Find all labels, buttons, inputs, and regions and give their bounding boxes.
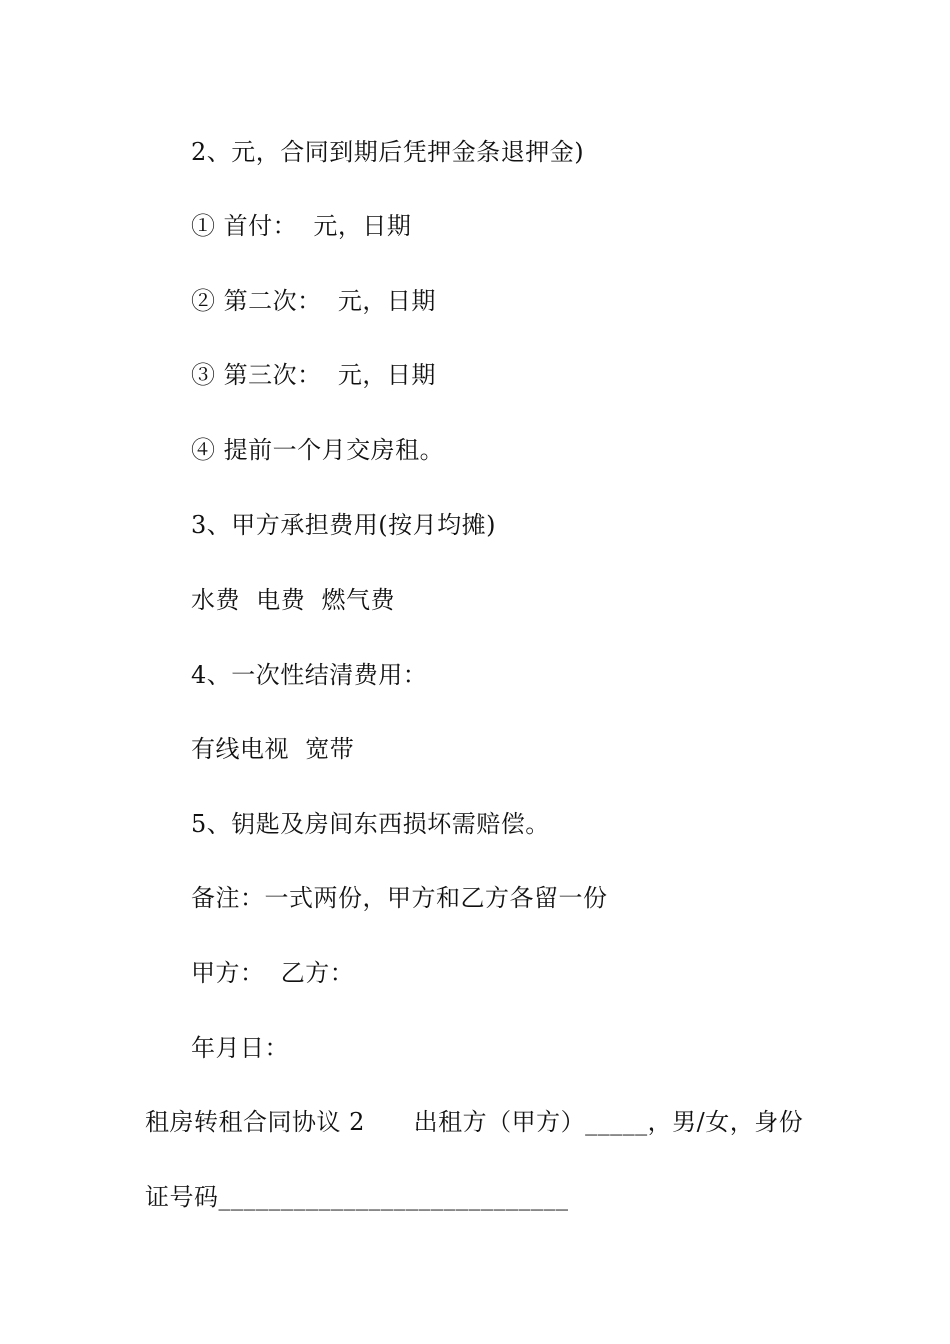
one-time-fees-heading: 4、一次性结清费用： [191, 661, 428, 689]
deposit-refund-line: 2、元，合同到期后凭押金条退押金) [191, 138, 585, 166]
signature-parties-line: 甲方： 乙方： [191, 959, 355, 987]
id-number-line: 证号码____________________________ [145, 1183, 569, 1211]
damage-compensation-line: 5、钥匙及房间东西损坏需赔偿。 [191, 810, 550, 838]
date-line: 年月日： [191, 1034, 289, 1062]
first-payment-line: ① 首付： 元，日期 [191, 212, 412, 240]
third-payment-line: ③ 第三次： 元，日期 [191, 361, 436, 389]
advance-rent-line: ④ 提前一个月交房租。 [191, 436, 445, 464]
party-a-fees-heading: 3、甲方承担费用(按月均摊) [191, 511, 496, 539]
utility-fees-line: 水费 电费 燃气费 [191, 586, 396, 614]
contract-title-line: 租房转租合同协议 2 出租方（甲方）_____，男/女，身份 [145, 1108, 804, 1136]
cable-broadband-line: 有线电视 宽带 [191, 735, 355, 763]
second-payment-line: ② 第二次： 元，日期 [191, 287, 436, 315]
remarks-line: 备注：一式两份，甲方和乙方各留一份 [191, 884, 608, 912]
